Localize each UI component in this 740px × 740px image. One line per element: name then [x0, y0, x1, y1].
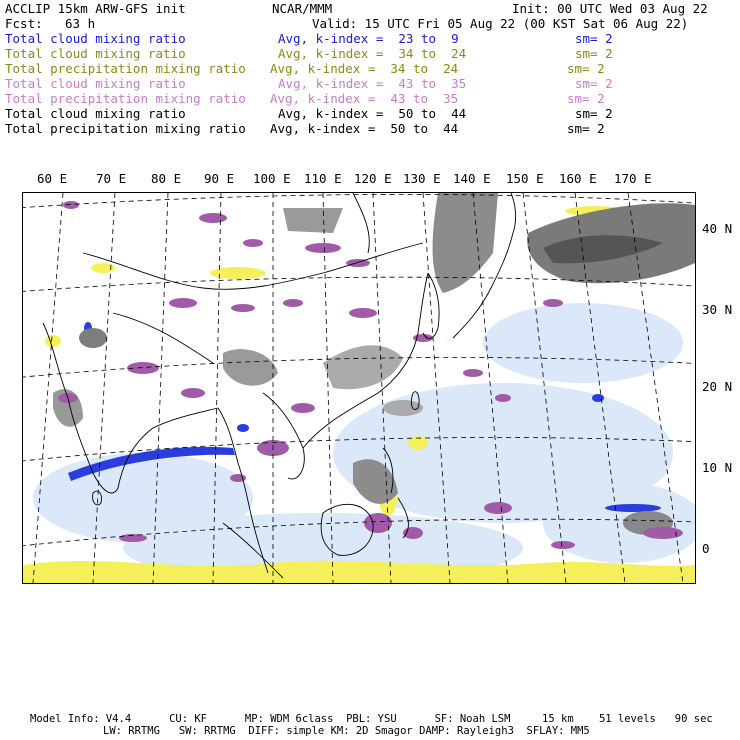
fcst-label: Fcst: — [5, 16, 43, 31]
field-sm: sm= 2 — [567, 91, 605, 106]
field-name: Total precipitation mixing ratio — [5, 61, 246, 76]
org-label: NCAR/MMM — [272, 1, 333, 16]
field-avg: Avg, k-index = 34 to 24 — [278, 46, 467, 61]
field-name: Total precipitation mixing ratio — [5, 121, 246, 136]
lon-label: 100 E — [253, 171, 291, 186]
field-sm: sm= 2 — [575, 106, 613, 121]
field-avg: Avg, k-index = 23 to 9 — [278, 31, 459, 46]
model-info-line2: LW: RRTMG SW: RRTMG DIFF: simple KM: 2D Smagor DAMP: Rayleigh3 SFLAY: MM5 — [103, 725, 590, 737]
field-avg: Avg, k-index = 43 to 35 — [270, 91, 459, 106]
field-avg: Avg, k-index = 34 to 24 — [270, 61, 459, 76]
lon-label: 60 E — [37, 171, 68, 186]
lon-label: 170 E — [614, 171, 652, 186]
lat-label: 20 N — [702, 379, 733, 394]
field-sm: sm= 2 — [575, 31, 613, 46]
fcst-value: 63 h — [65, 16, 96, 31]
field-sm: sm= 2 — [567, 121, 605, 136]
lon-label: 160 E — [559, 171, 597, 186]
lon-label: 130 E — [403, 171, 441, 186]
lon-label: 70 E — [96, 171, 127, 186]
field-avg: Avg, k-index = 43 to 35 — [278, 76, 467, 91]
lat-label: 10 N — [702, 460, 733, 475]
field-avg: Avg, k-index = 50 to 44 — [278, 106, 467, 121]
field-sm: sm= 2 — [567, 61, 605, 76]
lon-label: 120 E — [354, 171, 392, 186]
lat-label: 30 N — [702, 302, 733, 317]
model-info-line1: Model Info: V4.4 CU: KF MP: WDM 6class PBL: YSU SF: Noah LSM 15 km 51 levels 90 sec — [30, 713, 713, 725]
lon-label: 110 E — [304, 171, 342, 186]
field-name: Total cloud mixing ratio — [5, 46, 186, 61]
model-title: ACCLIP 15km ARW-GFS init — [5, 1, 186, 16]
lon-label: 90 E — [204, 171, 235, 186]
field-name: Total cloud mixing ratio — [5, 76, 186, 91]
lon-label: 80 E — [151, 171, 182, 186]
map-panel — [22, 192, 696, 584]
field-name: Total precipitation mixing ratio — [5, 91, 246, 106]
lon-label: 140 E — [453, 171, 491, 186]
init-time: Init: 00 UTC Wed 03 Aug 22 — [512, 1, 708, 16]
field-name: Total cloud mixing ratio — [5, 31, 186, 46]
field-avg: Avg, k-index = 50 to 44 — [270, 121, 459, 136]
lat-label: 0 — [702, 541, 710, 556]
field-name: Total cloud mixing ratio — [5, 106, 186, 121]
field-sm: sm= 2 — [575, 76, 613, 91]
field-sm: sm= 2 — [575, 46, 613, 61]
lon-label: 150 E — [506, 171, 544, 186]
valid-time: Valid: 15 UTC Fri 05 Aug 22 (00 KST Sat 06 Aug 22) — [312, 16, 689, 31]
lat-label: 40 N — [702, 221, 733, 236]
